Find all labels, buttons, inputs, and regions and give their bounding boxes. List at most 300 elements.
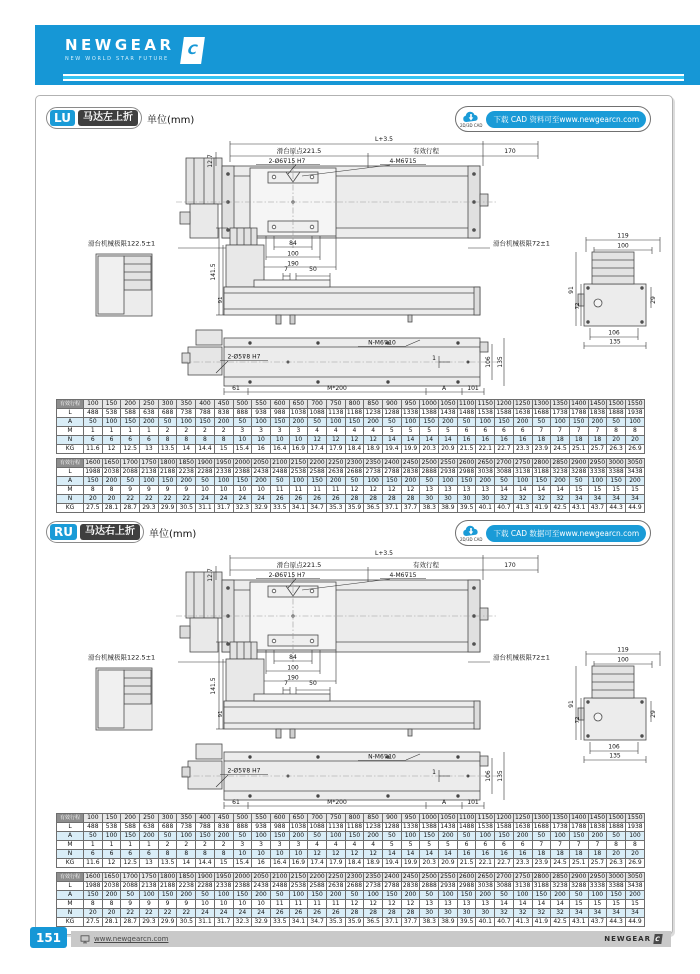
value-cell: 150 [457, 477, 476, 486]
value-cell: 9 [158, 900, 177, 909]
top-view [180, 158, 488, 238]
value-cell: 14 [513, 486, 532, 495]
value-cell: 34.1 [289, 918, 308, 927]
value-cell: 100 [102, 418, 121, 427]
value-cell: 200 [364, 418, 383, 427]
value-cell: 16 [457, 436, 476, 445]
value-cell: 538 [102, 823, 121, 832]
value-cell: 2 [158, 841, 177, 850]
value-cell: 9 [177, 486, 196, 495]
value-cell: 7 [588, 841, 607, 850]
value-cell: 8 [158, 850, 177, 859]
value-cell: 2688 [346, 468, 363, 475]
value-cell: 11.6 [84, 445, 103, 454]
stroke-value-header: 1100 [458, 814, 475, 821]
dim-label: L+3.5 [375, 550, 393, 557]
value-cell: 38.9 [439, 918, 458, 927]
model-code: RU [50, 524, 77, 540]
value-cell: 1738 [552, 823, 568, 830]
value-cell: 100 [252, 418, 271, 427]
value-cell: 2 [177, 841, 196, 850]
dim-label: 50 [309, 680, 317, 687]
value-cell: 13 [439, 900, 458, 909]
value-cell: 12 [383, 486, 402, 495]
stroke-value-header: 1950 [216, 873, 232, 880]
value-cell: 2538 [290, 468, 307, 475]
value-cell: 2988 [458, 882, 475, 889]
value-cell: 20 [102, 495, 121, 504]
stroke-value-header: 1900 [197, 873, 213, 880]
value-cell: 15 [607, 486, 626, 495]
value-cell: 638 [140, 409, 159, 418]
value-cell: 1788 [571, 823, 587, 830]
table-row [57, 486, 645, 495]
value-cell: 1588 [496, 409, 512, 416]
value-cell: 6 [121, 850, 140, 859]
value-cell: 200 [513, 418, 532, 427]
value-cell: 37.1 [383, 504, 402, 513]
table-header-row [57, 459, 645, 468]
value-cell: 5 [401, 427, 420, 436]
value-cell: 16 [513, 436, 532, 445]
stroke-value-header: 100 [84, 400, 103, 409]
value-cell: 44.3 [607, 504, 626, 513]
value-cell: 50 [569, 477, 588, 486]
value-cell: 34.7 [308, 504, 327, 513]
table-row [57, 832, 645, 841]
value-cell: 10 [233, 486, 252, 495]
value-cell: 1938 [627, 409, 643, 416]
value-cell: 26.3 [607, 445, 626, 454]
value-cell: 16 [476, 436, 495, 445]
value-cell: 8 [102, 900, 121, 909]
value-cell: 36.5 [364, 918, 383, 927]
value-cell: 1 [84, 427, 103, 436]
value-cell: 40.1 [476, 918, 495, 927]
value-cell: 11 [270, 486, 289, 495]
value-cell: 12 [308, 436, 327, 445]
value-cell: 9 [177, 900, 196, 909]
stroke-value-header: 200 [121, 400, 140, 409]
value-cell: 3238 [552, 468, 568, 475]
dim-label: 100 [617, 656, 629, 664]
value-cell: 200 [625, 891, 644, 900]
value-cell: 20 [84, 909, 103, 918]
value-cell: 44.3 [607, 918, 626, 927]
value-cell: 6 [121, 436, 140, 445]
value-cell: 3438 [627, 468, 643, 475]
value-cell: 10 [233, 900, 252, 909]
value-cell: 2138 [141, 468, 157, 475]
cad-download-badge-ru[interactable] [455, 520, 651, 546]
value-cell: 3438 [627, 882, 643, 889]
dim-label: 7 [284, 266, 288, 273]
value-cell: 1488 [458, 823, 475, 830]
stroke-value-header: 2800 [533, 873, 549, 880]
dim-label: 有效行程 [413, 147, 439, 155]
value-cell: 4 [326, 841, 345, 850]
value-cell: 22.1 [476, 445, 495, 454]
value-cell: 838 [214, 823, 233, 832]
value-cell: 31.1 [196, 918, 215, 927]
stroke-value-header: 300 [158, 400, 177, 409]
value-cell: 12 [401, 486, 420, 495]
value-cell: 200 [177, 891, 196, 900]
model-title: 马达右上折 [80, 524, 140, 540]
value-cell: 9 [158, 486, 177, 495]
value-cell: 34 [607, 495, 626, 504]
value-cell: 1 [102, 427, 121, 436]
value-cell: 8 [84, 900, 103, 909]
value-cell: 30.5 [177, 504, 196, 513]
value-cell: 28.7 [121, 504, 140, 513]
value-cell: 8 [102, 486, 121, 495]
value-cell: 26.3 [607, 859, 626, 868]
row-label-cell: KG [57, 504, 84, 513]
model-title: 马达左上折 [78, 110, 138, 126]
value-cell: 31.7 [214, 918, 233, 927]
stroke-value-header: 1250 [515, 400, 531, 407]
value-cell: 5 [420, 841, 439, 850]
dim-label: 4-M6⊽15 [389, 572, 417, 579]
value-cell: 16 [513, 850, 532, 859]
value-cell: 14 [401, 850, 420, 859]
table-header-row [57, 814, 645, 823]
value-cell: 25.1 [569, 859, 588, 868]
stroke-value-header: 2400 [384, 459, 400, 466]
value-cell: 200 [140, 832, 159, 841]
value-cell: 8 [625, 841, 644, 850]
value-cell: 26 [308, 909, 327, 918]
stroke-value-header: 2400 [384, 873, 400, 880]
value-cell: 6 [140, 850, 159, 859]
dim-label: 100 [287, 664, 299, 672]
value-cell: 23.3 [513, 445, 532, 454]
value-cell: 50 [457, 418, 476, 427]
value-cell: 150 [196, 418, 215, 427]
value-cell: 1188 [346, 823, 363, 830]
value-cell: 688 [158, 823, 177, 832]
stroke-value-header: 1750 [141, 459, 157, 466]
value-cell: 12 [364, 436, 383, 445]
row-label-cell: A [57, 477, 84, 486]
value-cell: 1988 [85, 468, 101, 475]
top-banner [35, 25, 700, 85]
value-cell: 22 [121, 495, 140, 504]
banner-stripe [63, 74, 684, 81]
value-cell: 32 [495, 495, 514, 504]
value-cell: 638 [140, 823, 159, 832]
stroke-value-header: 1800 [159, 459, 176, 466]
stroke-value-header: 2000 [234, 459, 250, 466]
table-header-row [57, 400, 645, 409]
stroke-value-header: 2100 [272, 459, 288, 466]
value-cell: 15 [625, 486, 644, 495]
value-cell: 1 [140, 427, 159, 436]
dim-label: 135 [609, 338, 621, 346]
value-cell: 100 [364, 477, 383, 486]
dim-label: 滑台机械极限122.5±1 [88, 239, 156, 248]
value-cell: 22 [177, 495, 196, 504]
value-cell: 16.4 [270, 859, 289, 868]
value-cell: 13.5 [158, 859, 177, 868]
value-cell: 19.4 [383, 859, 402, 868]
value-cell: 6 [476, 841, 495, 850]
value-cell: 1138 [328, 409, 344, 416]
value-cell: 150 [158, 891, 177, 900]
value-cell: 50 [383, 832, 402, 841]
value-cell: 18 [551, 436, 570, 445]
stroke-value-header: 650 [289, 814, 308, 823]
value-cell: 11 [326, 900, 345, 909]
value-cell: 150 [383, 477, 402, 486]
value-cell: 150 [196, 832, 215, 841]
stroke-value-header: 2250 [328, 459, 344, 466]
stroke-value-header: 550 [252, 400, 271, 409]
stroke-value-header: 550 [252, 814, 271, 823]
stroke-value-header: 2850 [552, 459, 568, 466]
value-cell: 50 [383, 418, 402, 427]
dim-label: 101 [467, 799, 479, 806]
value-cell: 1 [121, 427, 140, 436]
value-cell: 100 [177, 832, 196, 841]
dim-label: 119 [617, 232, 629, 240]
value-cell: 50 [495, 891, 514, 900]
value-cell: 3288 [571, 468, 587, 475]
value-cell: 34.7 [308, 918, 327, 927]
top-view [180, 572, 488, 652]
dim-label: 2-Ø5⊽8 H7 [227, 767, 261, 775]
row-label-cell: N [57, 495, 84, 504]
value-cell: 24 [214, 909, 233, 918]
value-cell: 1738 [552, 409, 568, 416]
model-code: LU [50, 110, 75, 126]
value-cell: 26 [326, 495, 345, 504]
value-cell: 1388 [421, 409, 437, 416]
value-cell: 41.9 [532, 918, 551, 927]
value-cell: 200 [214, 832, 233, 841]
value-cell: 7 [588, 427, 607, 436]
value-cell: 50 [270, 477, 289, 486]
stroke-value-header: 600 [270, 814, 289, 823]
value-cell: 1288 [384, 409, 400, 416]
stroke-value-header: 1150 [477, 814, 493, 821]
value-cell: 10 [196, 900, 215, 909]
value-cell: 150 [308, 891, 327, 900]
cad-link[interactable]: 下载 CAD 数据可至www.newgearcn.com [486, 525, 646, 542]
value-cell: 3 [252, 841, 271, 850]
value-cell: 40.7 [495, 504, 514, 513]
stroke-value-header: 2900 [571, 459, 587, 466]
value-cell: 10 [270, 436, 289, 445]
value-cell: 2738 [365, 468, 381, 475]
value-cell: 12 [383, 900, 402, 909]
stroke-value-header: 2050 [253, 873, 269, 880]
value-cell: 10 [196, 486, 215, 495]
row-label-cell: L [57, 823, 84, 832]
value-cell: 200 [214, 418, 233, 427]
value-cell: 7 [569, 427, 588, 436]
stroke-value-header: 250 [140, 814, 159, 823]
value-cell: 18 [569, 436, 588, 445]
value-cell: 6 [495, 841, 514, 850]
value-cell: 22 [158, 909, 177, 918]
side-view [96, 228, 646, 326]
value-cell: 8 [607, 841, 626, 850]
value-cell: 12 [102, 859, 121, 868]
value-cell: 200 [439, 832, 458, 841]
value-cell: 738 [177, 823, 196, 832]
value-cell: 32 [532, 495, 551, 504]
value-cell: 13 [457, 900, 476, 909]
stroke-value-header: 350 [177, 400, 196, 409]
footer-site-link[interactable] [80, 935, 168, 944]
value-cell: 2838 [402, 468, 419, 475]
value-cell: 588 [121, 823, 140, 832]
value-cell: 488 [84, 823, 103, 832]
value-cell: 150 [607, 477, 626, 486]
table-row [57, 445, 645, 454]
value-cell: 1088 [309, 823, 325, 830]
dim-label: M*200 [327, 799, 347, 806]
stroke-value-header: 350 [177, 814, 196, 823]
value-cell: 34 [607, 909, 626, 918]
value-cell: 1488 [458, 409, 475, 416]
value-cell: 588 [121, 409, 140, 418]
value-cell: 150 [532, 891, 551, 900]
stroke-value-header: 1650 [103, 459, 120, 466]
value-cell: 2138 [141, 882, 157, 889]
value-cell: 38.9 [439, 504, 458, 513]
value-cell: 12 [345, 436, 364, 445]
stroke-value-header: 1000 [421, 814, 437, 821]
stroke-value-header: 1650 [103, 873, 120, 880]
section-ru-header [46, 521, 196, 543]
dim-label: N-M6⊽10 [368, 339, 396, 347]
value-cell: 24 [233, 909, 252, 918]
stroke-value-header: 1900 [197, 459, 213, 466]
stroke-value-header: 2000 [234, 873, 250, 880]
value-cell: 50 [345, 477, 364, 486]
value-cell: 100 [289, 891, 308, 900]
value-cell: 26 [270, 909, 289, 918]
value-cell: 100 [214, 891, 233, 900]
value-cell: 25.7 [588, 445, 607, 454]
dim-label: 101 [467, 385, 479, 392]
value-cell: 44.9 [625, 504, 644, 513]
value-cell: 18 [551, 850, 570, 859]
value-cell: 10 [289, 436, 308, 445]
value-cell: 150 [121, 418, 140, 427]
value-cell: 34.1 [289, 504, 308, 513]
value-cell: 20 [625, 850, 644, 859]
stroke-value-header: 2650 [477, 873, 493, 880]
dim-label: 170 [504, 148, 516, 155]
value-cell: 41.9 [532, 504, 551, 513]
stroke-value-header: 400 [196, 400, 215, 409]
value-cell: 1688 [533, 409, 549, 416]
dim-label: 2-Ø5⊽8 H7 [227, 353, 261, 361]
value-cell: 11 [308, 900, 327, 909]
value-cell: 6 [476, 427, 495, 436]
cad-link[interactable]: 下载 CAD 资料可至www.newgearcn.com [486, 111, 646, 128]
value-cell: 3 [270, 427, 289, 436]
value-cell: 200 [177, 477, 196, 486]
value-cell: 200 [476, 891, 495, 900]
ru-spec-table-2 [56, 872, 645, 927]
value-cell: 16 [252, 859, 271, 868]
value-cell: 24 [196, 495, 215, 504]
value-cell: 32 [495, 909, 514, 918]
cad-download-badge-lu[interactable] [455, 106, 651, 132]
value-cell: 43.7 [588, 504, 607, 513]
table-row [57, 495, 645, 504]
value-cell: 150 [420, 832, 439, 841]
value-cell: 100 [289, 477, 308, 486]
stroke-value-header: 1550 [627, 400, 643, 407]
value-cell: 20 [607, 850, 626, 859]
value-cell: 200 [289, 832, 308, 841]
value-cell: 9 [140, 486, 159, 495]
value-cell: 200 [551, 477, 570, 486]
value-cell: 1838 [589, 409, 606, 416]
value-cell: 12 [308, 850, 327, 859]
value-cell: 1988 [85, 882, 101, 889]
stroke-value-header: 650 [289, 400, 308, 409]
stroke-value-header: 1400 [571, 814, 587, 821]
table-row [57, 909, 645, 918]
value-cell: 2588 [309, 468, 325, 475]
value-cell: 50 [308, 832, 327, 841]
value-cell: 1 [102, 841, 121, 850]
value-cell: 28 [364, 909, 383, 918]
row-label-cell: L [57, 882, 84, 891]
value-cell: 8 [196, 436, 215, 445]
value-cell: 10 [252, 436, 271, 445]
stroke-value-header: 1300 [533, 400, 549, 407]
value-cell: 150 [383, 891, 402, 900]
value-cell: 18.4 [345, 445, 364, 454]
stroke-value-header: 100 [84, 814, 103, 823]
value-cell: 11 [289, 486, 308, 495]
value-cell: 2388 [234, 882, 250, 889]
value-cell: 35.3 [326, 504, 345, 513]
value-cell: 16 [476, 850, 495, 859]
value-cell: 938 [252, 409, 271, 418]
value-cell: 200 [289, 418, 308, 427]
value-cell: 20 [102, 909, 121, 918]
value-cell: 14 [513, 900, 532, 909]
value-cell: 28 [383, 495, 402, 504]
value-cell: 32 [532, 909, 551, 918]
dim-label: 190 [287, 260, 299, 268]
value-cell: 37.1 [383, 918, 402, 927]
stroke-header-label: 有效行程 [57, 873, 84, 882]
table-row [57, 900, 645, 909]
value-cell: 16.9 [289, 445, 308, 454]
dim-label: 72 [575, 302, 581, 310]
value-cell: 200 [364, 832, 383, 841]
value-cell: 33.5 [270, 918, 289, 927]
cad-icon-caption: 2D/3D CAD [460, 122, 483, 128]
stroke-value-header: 2700 [496, 873, 512, 880]
value-cell: 2488 [272, 882, 288, 889]
value-cell: 2738 [365, 882, 381, 889]
value-cell: 50 [308, 418, 327, 427]
value-cell: 18 [588, 850, 607, 859]
value-cell: 3138 [515, 468, 531, 475]
stroke-value-header: 1950 [216, 459, 232, 466]
